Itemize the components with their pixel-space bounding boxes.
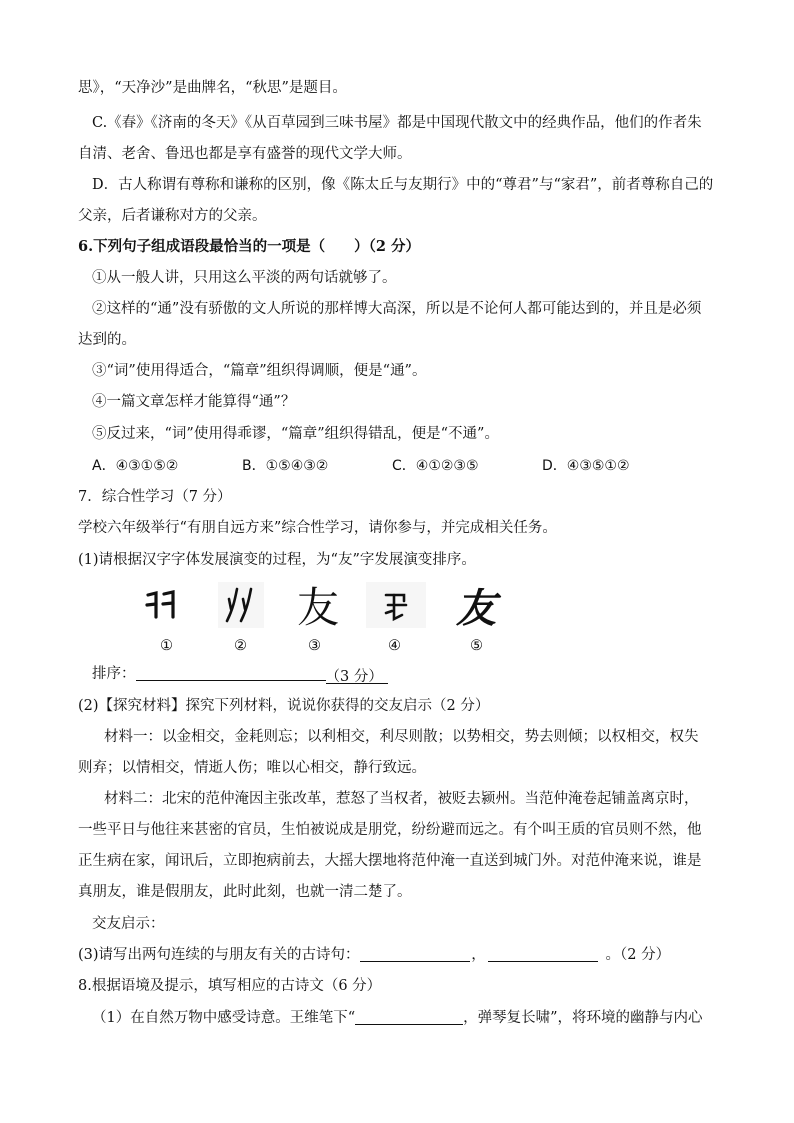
material-1-text: 材料一：以金相交，金耗则忘；以利相交，利尽则散；以势相交，势去则倾；以权相交，权失 xyxy=(104,729,699,745)
option-b[interactable]: B．①⑤④③② xyxy=(242,458,329,474)
item-1-rest: ，弹琴复长啸”，将环境的幽静与内心 xyxy=(463,1010,703,1026)
text-line: 正生病在家，闻讯后，立即抱病前去，大摇大摆地将范仲淹一直送到城门外。对范仲淹来说，谁是 xyxy=(78,853,702,869)
comma: ， xyxy=(471,947,486,963)
sentence-3: ③“词”使用得适合，“篇章”组织得调顺，便是“通”。 xyxy=(92,363,427,379)
question-6-title: 6.下列句子组成语段最恰当的一项是（ ）（2 分） xyxy=(78,238,421,255)
poem-blank-2[interactable] xyxy=(488,945,598,962)
cursive-you-glyph: 友 xyxy=(456,585,496,632)
task-3-score: 。（2 分） xyxy=(605,947,671,963)
glyph-number-1: ① xyxy=(160,638,173,654)
item-1-prompt: （1）在自然万物中感受诗意。王维笔下“ xyxy=(92,1010,356,1026)
order-label: 排序： xyxy=(92,666,136,682)
text-line: 一些平日与他往来甚密的官员，生怕被说成是朋党，纷纷避而远之。有个叫王质的官员则不然，他 xyxy=(78,822,702,838)
poem-blank-1[interactable] xyxy=(360,945,470,962)
bronze-you-glyph xyxy=(218,582,264,628)
glyph-number-3: ③ xyxy=(308,638,321,654)
text-line: 达到的。 xyxy=(78,332,136,348)
order-answer-blank[interactable] xyxy=(136,664,326,681)
task-3-line xyxy=(78,945,670,965)
question-8-title: 8.根据语境及提示，填写相应的古诗文（6 分） xyxy=(78,978,382,994)
order-score: （3 分） xyxy=(326,667,388,684)
poem-blank-3[interactable] xyxy=(355,1008,463,1025)
task-2-prompt: (2)【探究材料】探究下列材料，说说你获得的交友启示（2 分） xyxy=(78,698,490,714)
glyph-number-2: ② xyxy=(234,638,247,654)
order-answer-line xyxy=(92,664,388,684)
text-line: 自清、老舍、鲁迅也都是享有盛誉的现代文学大师。 xyxy=(78,146,412,162)
option-d[interactable]: D．④③⑤①② xyxy=(542,458,630,474)
sentence-4: ④一篇文章怎样才能算得“通”？ xyxy=(92,394,296,410)
question-6-options xyxy=(92,456,630,476)
seal-you-glyph xyxy=(366,582,426,628)
task-3-prompt: (3)请写出两句连续的与朋友有关的古诗句： xyxy=(78,947,360,963)
sentence-2: ②这样的“通”没有骄傲的文人所说的那样博大高深，所以是不论何人都可能达到的，并且是必须 xyxy=(92,301,702,317)
sentence-1: ①从一般人讲，只用这么平淡的两句话就够了。 xyxy=(92,270,397,286)
option-a[interactable]: A．④③①⑤② xyxy=(92,458,179,474)
task-1-prompt: (1)请根据汉字字体发展演变的过程，为“友”字发展演变排序。 xyxy=(78,552,476,568)
oracle-bone-you-glyph xyxy=(142,582,182,628)
option-c[interactable]: C．④①②③⑤ xyxy=(392,458,479,474)
glyph-number-4: ④ xyxy=(388,638,401,654)
option-d-text: D．古人称谓有尊称和谦称的区别，像《陈太丘与友期行》中的“尊君”与“家君”，前者尊称自己的 xyxy=(92,177,714,193)
text-line: 思》，“天净沙”是曲牌名，“秋思”是题目。 xyxy=(78,80,347,96)
text-line: 学校六年级举行“有朋自远方来”综合性学习，请你参与，并完成相关任务。 xyxy=(78,520,557,536)
text-line: 真朋友，谁是假朋友，此时此刻，也就一清二楚了。 xyxy=(78,884,412,900)
question-8-item-1 xyxy=(92,1008,703,1028)
material-2-text: 材料二：北宋的范仲淹因主张改革，惹怒了当权者，被贬去颍州。当范仲淹卷起铺盖离京时， xyxy=(104,791,699,807)
regular-you-glyph: 友 xyxy=(296,583,339,632)
glyph-number-5: ⑤ xyxy=(470,638,483,654)
text-line: 则弃；以情相交，情逝人伤；唯以心相交，静行致远。 xyxy=(78,760,426,776)
text-line: 父亲，后者谦称对方的父亲。 xyxy=(78,208,267,224)
sentence-5: ⑤反过来，“词”使用得乖谬，“篇章”组织得错乱，便是“不通”。 xyxy=(92,426,499,442)
question-7-title: 7．综合性学习（7 分） xyxy=(78,489,232,505)
friendship-insight-label: 交友启示： xyxy=(92,916,165,932)
option-c-text: C.《春》《济南的冬天》《从百草园到三味书屋》都是中国现代散文中的经典作品，他们的作者朱 xyxy=(92,115,702,131)
you-glyph-row xyxy=(142,582,502,630)
